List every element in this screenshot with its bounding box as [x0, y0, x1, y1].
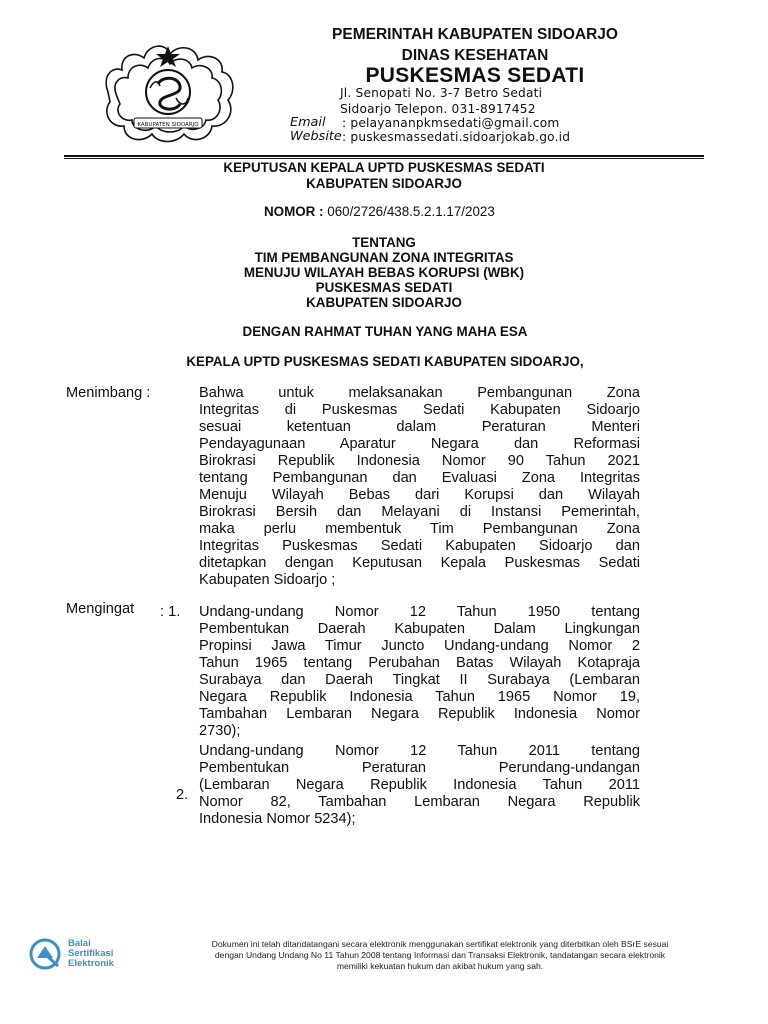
puskesmas-name: PUSKESMAS SEDATI — [365, 64, 585, 87]
mengingat-label: Mengingat — [66, 601, 135, 617]
phone-line: Sidoarjo Telepon. 031-8917452 — [340, 102, 536, 116]
subject-line4: KABUPATEN SIDOARJO — [306, 295, 462, 310]
menimbang-line: Integritas Puskesmas Sedati Kabupaten Sidoarjo dan — [199, 538, 640, 554]
notice-line: dengan Undang Undang No 11 Tahun 2008 tentang Informasi dan Transaksi Elektronik, tandatangan secara elektronik — [214, 950, 666, 960]
e-signature-notice — [160, 939, 720, 972]
menimbang-line: maka perlu membentuk Tim Pembangunan Zona — [199, 521, 640, 537]
nomor-label: NOMOR : — [264, 204, 324, 219]
authority-line: KEPALA UPTD PUSKESMAS SEDATI KABUPATEN SIDOARJO, — [186, 354, 584, 369]
bsre-text-line: Balai — [68, 938, 91, 949]
mengingat-item1-line: Tahun 1965 tentang Perubahan Batas Wilayah Kotapraja — [199, 655, 640, 671]
menimbang-line: Kabupaten Sidoarjo ; — [199, 572, 336, 588]
menimbang-line: ditetapkan dengan Keputusan Kepala Puskesmas Sedati — [199, 555, 640, 571]
decree-number — [264, 204, 495, 219]
menimbang-label: Menimbang : — [66, 385, 151, 401]
subject-line1: TIM PEMBANGUNAN ZONA INTEGRITAS — [254, 250, 514, 265]
mengingat-item1-line: Tambahan Lembaran Negara Republik Indonesia Nomor — [199, 706, 640, 722]
mengingat-item1-line: Surabaya dan Daerah Tingkat II Surabaya (Lembaran — [199, 672, 640, 688]
mengingat-item1-line: Propinsi Jawa Timur Juncto Undang-undang Nomor 2 — [199, 638, 640, 654]
bsre-logo-text — [68, 939, 114, 969]
menimbang-line: Bahwa untuk melaksanakan Pembangunan Zona — [199, 385, 640, 401]
mengingat-item2-line: (Lembaran Negara Republik Indonesia Tahun 2011 — [199, 777, 640, 793]
mengingat-item2-line: Undang-undang Nomor 12 Tahun 2011 tentang — [199, 743, 640, 759]
letterhead-rule-thin — [64, 158, 704, 159]
bsre-text-line: Sertifikasi — [68, 948, 114, 959]
tentang-heading: TENTANG — [352, 235, 416, 250]
mengingat-item2-line: Nomor 82, Tambahan Lembaran Negara Republik — [199, 794, 640, 810]
mengingat-item2-line: Indonesia Nomor 5234); — [199, 811, 356, 827]
mengingat-item1-marker: : 1. — [160, 604, 181, 620]
government-name: PEMERINTAH KABUPATEN SIDOARJO — [332, 26, 618, 43]
email-label: Email — [290, 115, 326, 130]
website-value: : puskesmassedati.sidoarjokab.go.id — [342, 130, 571, 144]
decree-title-line2: KABUPATEN SIDOARJO — [306, 176, 462, 191]
mengingat-item2-text — [199, 743, 640, 828]
menimbang-line: Birokrasi Bersih dan Melayani di Instansi Pemerintah, — [199, 504, 640, 520]
mengingat-item1-line: Pembentukan Daerah Kabupaten Dalam Lingkungan — [199, 621, 640, 637]
letterhead-rule-thick — [64, 155, 704, 157]
website-label: Website — [290, 129, 342, 144]
mengingat-item2-marker: 2. — [176, 787, 189, 803]
menimbang-line: Menuju Wilayah Bebas dari Korupsi dan Wilayah — [199, 487, 640, 503]
mengingat-item1-line: Negara Republik Indonesia Tahun 1965 Nomor 19, — [199, 689, 640, 705]
mengingat-item1-line: Undang-undang Nomor 12 Tahun 1950 tentang — [199, 604, 640, 620]
menimbang-line: sesuai ketentuan dalam Peraturan Menteri — [199, 419, 640, 435]
menimbang-line: Pendayagunaan Aparatur Negara dan Reformasi — [199, 436, 640, 452]
menimbang-line: tentang Pembangunan dan Evaluasi Zona Integritas — [199, 470, 640, 486]
bsre-text-line: Elektronik — [68, 958, 114, 969]
subject-line2: MENUJU WILAYAH BEBAS KORUPSI (WBK) — [243, 265, 525, 280]
mengingat-item1-text — [199, 604, 640, 740]
department-name: DINAS KESEHATAN — [401, 47, 549, 64]
bsre-logo-icon — [28, 936, 66, 972]
subject-line3: PUSKESMAS SEDATI — [315, 280, 453, 295]
address-line: Jl. Senopati No. 3-7 Betro Sedati — [340, 86, 543, 100]
mengingat-item2-line: Pembentukan Peraturan Perundang-undangan — [199, 760, 640, 776]
blessing-line: DENGAN RAHMAT TUHAN YANG MAHA ESA — [242, 324, 528, 339]
mengingat-item1-line: 2730); — [199, 723, 241, 739]
decree-title-line1: KEPUTUSAN KEPALA UPTD PUSKESMAS SEDATI — [223, 160, 545, 175]
notice-line: memiliki kekuatan hukum dan akibat hukum yang sah. — [336, 961, 544, 971]
notice-line: Dokumen ini telah ditandatangani secara elektronik menggunakan sertifikat elektronik yang diterbitkan oleh BSrE sesuai — [211, 939, 669, 949]
sidoarjo-emblem-logo — [100, 36, 236, 148]
nomor-value: 060/2726/438.5.2.1.17/2023 — [327, 204, 495, 219]
menimbang-line: Integritas di Puskesmas Sedati Kabupaten Sidoarjo — [199, 402, 640, 418]
menimbang-text — [199, 385, 640, 589]
logo-banner-text: KABUPATEN SIDOARJO — [137, 122, 199, 128]
menimbang-line: Birokrasi Republik Indonesia Nomor 90 Tahun 2021 — [199, 453, 640, 469]
email-value: : pelayananpkmsedati@gmail.com — [342, 116, 560, 130]
